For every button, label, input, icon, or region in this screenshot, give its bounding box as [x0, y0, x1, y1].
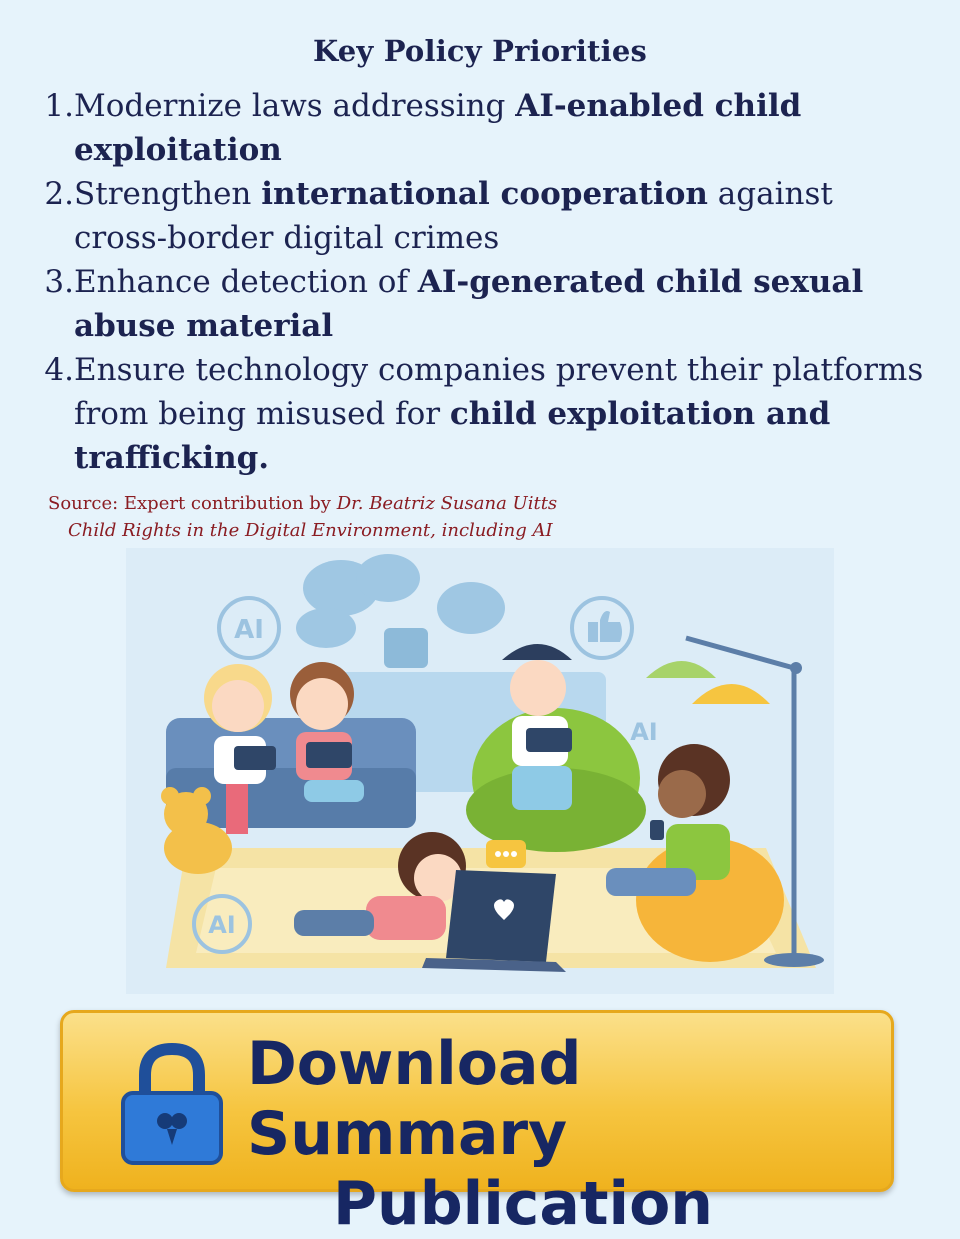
list-item: [40, 260, 930, 348]
item-text-bold: child exploitation and trafficking.: [74, 396, 831, 476]
source-author: Dr. Beatriz Susana Uitts: [336, 493, 558, 514]
source-line-1: [48, 490, 557, 517]
item-text-plain: Ensure technology companies prevent their platforms from being misused for: [74, 352, 924, 432]
priority-list: [40, 84, 930, 480]
item-text-plain: Enhance detection of: [74, 264, 418, 300]
illustration-scene: [126, 548, 834, 994]
item-text-bold: AI-generated child sexual abuse material: [74, 264, 864, 344]
ai-badge-icon: [219, 598, 279, 658]
item-text: [74, 348, 930, 480]
item-text-bold: international cooperation: [261, 176, 708, 212]
item-text: [74, 84, 930, 172]
item-text-bold: AI-enabled child exploitation: [74, 88, 802, 168]
ai-badge-icon: [630, 718, 658, 746]
item-text-plain: Modernize laws addressing: [74, 88, 516, 124]
ai-badge-label: AI: [630, 718, 658, 746]
source-note: [48, 490, 557, 544]
item-number: 3.: [44, 264, 74, 300]
child-figure: [502, 644, 572, 810]
children-using-devices-illustration: [126, 548, 834, 994]
ai-badge-label: AI: [208, 911, 236, 939]
item-number: 4.: [44, 352, 74, 388]
page-title: Key Policy Priorities: [312, 34, 648, 68]
source-prefix: Source: Expert contribution by: [48, 493, 337, 514]
download-label-line-1: Download Summary: [247, 1029, 582, 1169]
download-label: [247, 1029, 887, 1239]
item-text-plain: against cross-border digital crimes: [74, 176, 833, 256]
source-line-2: Child Rights in the Digital Environment, including AI: [68, 520, 553, 541]
chat-bubble-icon: [486, 840, 526, 868]
download-summary-button[interactable]: [60, 1010, 894, 1239]
list-item: [40, 172, 930, 260]
ai-badge-label: AI: [234, 615, 264, 645]
list-item: [40, 348, 930, 480]
item-text-plain: Strengthen: [74, 176, 262, 212]
item-text: [74, 172, 930, 260]
thumbs-up-icon: [572, 598, 632, 658]
item-number: 2.: [44, 176, 74, 212]
list-item: [40, 84, 930, 172]
item-number: 1.: [44, 88, 74, 124]
download-label-line-2: Publication: [333, 1169, 714, 1239]
item-text: [74, 260, 930, 348]
lock-icon: [117, 1043, 227, 1167]
plant-decoration: [296, 554, 505, 668]
